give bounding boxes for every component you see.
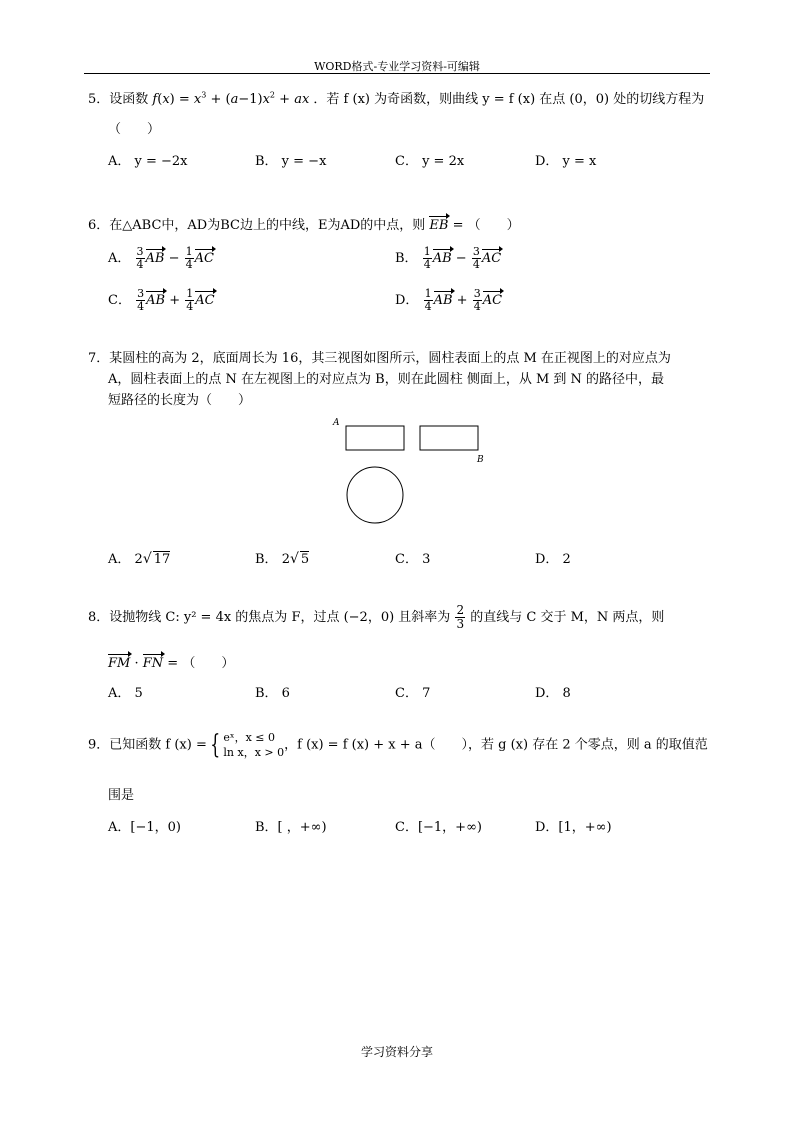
q8-line-1: 8．设抛物线 C: y² = 4x 的焦点为 F，过点 (−2，0) 且斜率为 $\frac{2}{3}$ 的直线与 C 交于 M，N 两点，则 — [88, 603, 665, 631]
q9-option-b: B．[ ，+∞) — [255, 820, 327, 835]
q6-option-a: A． $\frac{3}{4}$ AB − $\frac{1}{4}$ AC — [108, 245, 215, 271]
q8-option-d: D． 8 — [535, 686, 571, 701]
q7-line-1: 7．某圆柱的高为 2，底面周长为 16，其三视图如图所示，圆柱表面上的点 M 在正视图上的对应点为 — [88, 351, 671, 366]
q6-vector-eb: EB — [429, 218, 449, 233]
q6-option-d: D． $\frac{1}{4}$ AB + $\frac{3}{4}$ AC — [395, 287, 503, 313]
front-view-rect — [346, 426, 404, 450]
q9-line-1: 9．已知函数 f (x) = { eˣ，x ≤ 0 ln x，x > 0 ，f (x) = f (x) + x + a（ ），若 g (x) 存在 2 个零点，则 a 的取值范 — [88, 730, 708, 760]
q9-option-c: C．[−1，+∞) — [395, 820, 482, 835]
q7-option-d: D． 2 — [535, 552, 571, 567]
page-header: WORD格式-专业学习资料-可编辑 — [314, 60, 480, 73]
page-footer: 学习资料分享 — [360, 1045, 433, 1059]
q8-line-2: FM · FN = （ ） — [108, 656, 235, 671]
q5-option-a: A． y = −2x — [108, 154, 188, 169]
q7-option-c: C． 3 — [395, 552, 431, 567]
q5-option-b: B． y = −x — [255, 154, 327, 169]
q6-stem: 6．在△ABC中，AD为BC边上的中线，E为AD的中点，则 — [88, 218, 426, 233]
q5-option-d: D． y = x — [535, 154, 597, 169]
point-b-label: B — [477, 455, 484, 465]
q8-option-b: B． 6 — [255, 686, 290, 701]
q6-option-c: C． $\frac{3}{4}$ AB + $\frac{1}{4}$ AC — [108, 287, 215, 313]
q9-line-2: 围是 — [108, 788, 135, 803]
side-view-rect — [420, 426, 478, 450]
point-a-label: A — [333, 418, 340, 428]
q5-function: f — [152, 92, 158, 107]
q7-line-2: A，圆柱表面上的点 N 在左视图上的对应点为 B，则在此圆柱 侧面上，从 M 到 N 的路径中，最 — [108, 372, 665, 387]
q7-line-3: 短路径的长度为（ ） — [108, 393, 252, 408]
q5-blank: （ ） — [108, 122, 161, 137]
question-6-stem — [88, 214, 520, 233]
top-view-circle — [347, 467, 403, 523]
header-rule — [84, 73, 710, 74]
q8-option-c: C． 7 — [395, 686, 431, 701]
three-view-figure — [330, 414, 490, 529]
q6-tail: = （ ） — [452, 218, 520, 233]
q5-number: 5．设函数 — [88, 92, 149, 107]
q5-option-c: C． y = 2x — [395, 154, 465, 169]
question-5-stem: 5．设函数 $f(x) = x^3 + (a-1)x^2$ + ax ．若 f (x) 为奇函数，则曲线 y = f (x) 在点 (0，0) 处的切线方程为 — [88, 90, 705, 107]
q6-option-b: B． $\frac{1}{4}$ AB − $\frac{3}{4}$ AC — [395, 245, 502, 271]
q7-option-b: B． 2√ 5 — [255, 551, 310, 567]
q8-option-a: A． 5 — [108, 686, 143, 701]
q9-option-d: D．[1，+∞) — [535, 820, 612, 835]
q7-option-a: A． 2√ 17 — [108, 551, 171, 567]
q9-option-a: A．[−1，0) — [108, 820, 181, 835]
q5-body: ．若 f (x) 为奇函数，则曲线 y = f (x) 在点 (0，0) 处的切线方程为 — [313, 92, 705, 107]
